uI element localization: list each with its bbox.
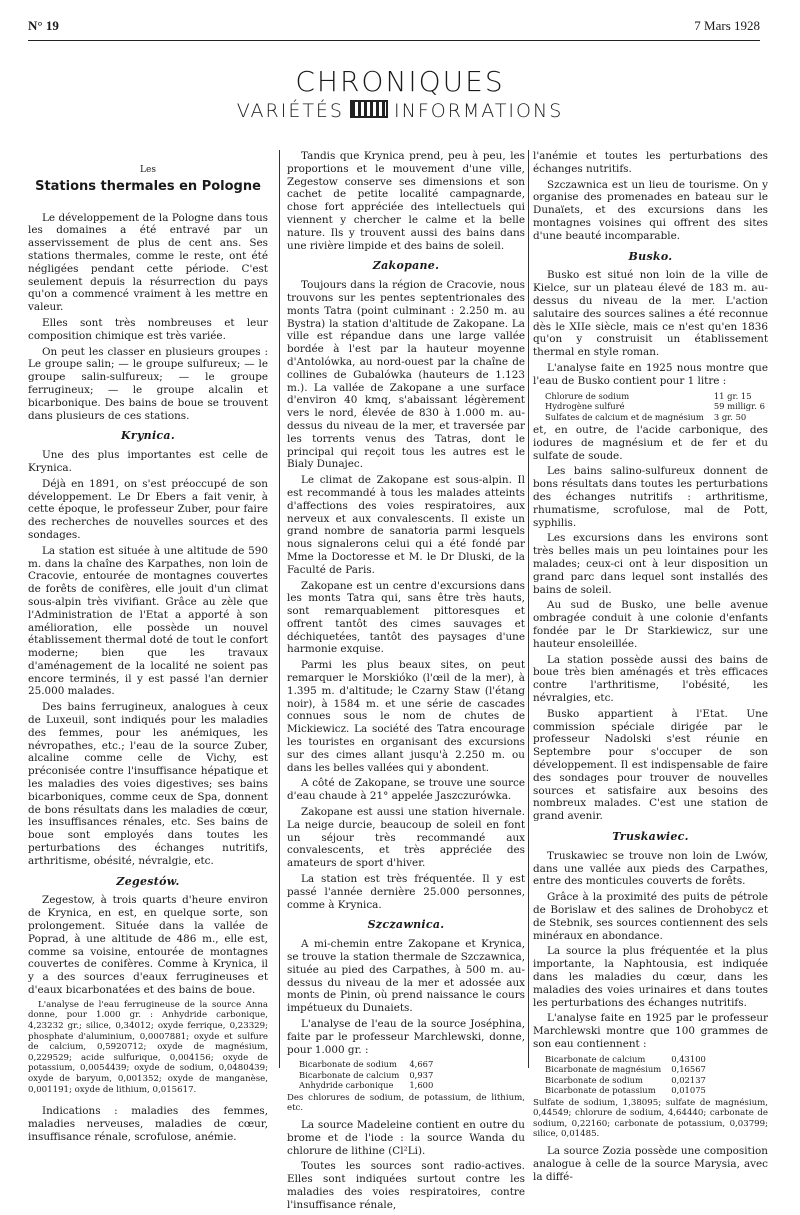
article-title: Stations thermales en Pologne — [35, 178, 261, 194]
table-cell: Bicarbonate de magnésium — [545, 1064, 662, 1075]
table-row — [299, 1080, 437, 1091]
paragraph: Une des plus importantes est celle de Krynica. — [28, 449, 268, 474]
paragraph: Zegestow, à trois quarts d'heure environ de Krynica, en est, en quelque sorte, son prolongement. Située dans la vallée de Poprad, à une altitude de 486 m., elle est, comme sa voisine, entourée de montagnes couvertes de conifères. Comme à Krynica, il y a des sources d'eaux ferrugineuses et d'eaux bicarbonatées et des bains de boue. — [28, 894, 268, 997]
paragraph: Tandis que Krynica prend, peu à peu, les proportions et le mouvement d'une ville, Zegestow conserve ses dimensions et son cachet de petite localité campagnarde, chose fort appréciée des intellectuels qui viennent y chercher le calme et la belle nature. Ils y trouvent aussi des bains dans une rivière limpide et des bains de soleil. — [287, 150, 525, 252]
column-divider — [279, 150, 280, 1068]
analysis-note: Sulfate de sodium, 1,38095; sulfate de magnésium, 0,44549; chlorure de sodium, 4,64440; carbonate de sodium, 0,22160; carbonate de potassium, 0,03799; silice, 0,01485. — [533, 1097, 768, 1140]
section-heading-krynica: Krynica. — [121, 429, 175, 443]
table-cell: Anhydride carbonique — [299, 1080, 394, 1091]
paragraph: La station possède aussi des bains de boue très bien aménagés et très efficaces contre l'arthritisme, l'obésité, les névralgies, etc. — [533, 653, 768, 704]
paragraph: La source Zozia possède une composition analogue à celle de la source Marysia, avec la diffé- — [533, 1145, 768, 1183]
issue-date: 7 Mars 1928 — [694, 18, 760, 33]
paragraph: et, en outre, de l'acide carbonique, des iodures de magnésium et de fer et du sulfate de soude. — [533, 424, 768, 462]
table-cell: 4,667 — [409, 1059, 434, 1070]
table-cell: Bicarbonate de potassium — [545, 1085, 656, 1096]
paragraph: Busko est situé non loin de la ville de Kielce, sur un plateau élevé de 183 m. au-dessus du niveau de la mer. L'action salutaire des sources salines a été reconnue dès le XIIe siècle, mais ce n'est qu'en 1836 qu'on y construisit un établissement thermal en style roman. — [533, 269, 768, 359]
table-cell: Chlorure de sodium — [545, 390, 630, 401]
paragraph: l'anémie et toutes les perturbations des échanges nutritifs. — [533, 150, 768, 175]
masthead-left: VARIÉTÉS — [236, 100, 344, 122]
paragraph: Le développement de la Pologne dans tous les domaines a été entravé par un asservissement de plus de cent ans. Ses stations thermales, comme le reste, ont été négligées pendant cette période. C'est seulement depuis la résurrection du pays qu'on a commencé vraiment à les mettre en valeur. — [28, 211, 268, 314]
column-1 — [28, 150, 268, 1147]
table-cell: 0,937 — [409, 1069, 434, 1080]
table-cell: 0,02137 — [671, 1074, 706, 1085]
paragraph: La source la plus fréquentée et la plus importante, la Naphtousia, est indiquée dans les maladies du cœur, dans les maladies des voies urinaires et dans toutes les perturbations des échanges nutritifs. — [533, 945, 768, 1009]
article-kicker: Les — [140, 165, 156, 175]
paragraph: Toutes les sources sont radio-actives. Elles sont indiquées surtout contre les maladies des voies respiratoires, contre l'insuffisance rénale, — [287, 1160, 525, 1211]
masthead-subtitle — [0, 98, 800, 124]
masthead-logo-icon — [350, 100, 388, 118]
analysis-text: L'analyse de l'eau ferrugineuse de la source Anna donne, pour 1.000 gr. : Anhydride carbonique, 4,23232 gr.; silice, 0,34012; oxyde ferrique, 0,23329; phosphate d'aluminium, 0,0007881; oxyde et sulfure de calcium, 0,5920712; oxyde de magnésium, 0,229529; acide sulfurique, 0,004156; oxyde de potassium, 0,0054439; oxyde de sodium, 0,0480439; oxyde de baryum, 0,001352; oxyde de manganèse, 0,001191; oxyde de lithium, 0,015617. — [28, 999, 268, 1095]
paragraph: La station est située à une altitude de 590 m. dans la chaîne des Karpathes, non loin de Cracovie, entourée de montagnes couvertes de forêts de conifères, elle jouit d'un climat sous-alpin très vivifiant. Grâce au zèle que l'Administration de l'Etat a apporté à son amélioration, elle possède un nouvel établissement thermal doté de tout le confort moderne; bien que les travaux d'aménagement de la localité ne soient pas encore terminés, il y est passé l'an dernier 25.000 malades. — [28, 544, 268, 698]
paragraph: Zakopane est aussi une station hivernale. La neige durcie, beaucoup de soleil en font un séjour très recommandé aux convalescents, et très appréciée des amateurs de sport d'hiver. — [287, 806, 525, 870]
table-row — [299, 1070, 437, 1081]
section-heading-busko: Busko. — [628, 249, 673, 263]
paragraph: Toujours dans la région de Cracovie, nous trouvons sur les pentes septentrionales des monts Tatra (point culminant : 2.250 m. au Bystra) la station d'altitude de Zakopane. La ville est répandue dans une large vallée bordée à l'est par la hauteur moyenne d'Antolówka, au nord-ouest par la chaîne de collines de Gubalówka (hauteurs de 1.123 m.). La vallée de Zakopane a une surface d'environ 40 kmq, s'abaissant légèrement vers le nord, élevée de 830 à 1.000 m. au-dessus du niveau de la mer, et traversée par les torrents venus des Tatras, dont le principal qui reçoit tous les autres est le Bialy Dunajec. — [287, 279, 525, 471]
paragraph: A mi-chemin entre Zakopane et Krynica, se trouve la station thermale de Szczawnica, située au pied des Carpathes, à 500 m. au-dessus du niveau de la mer et adossée aux monts de Pinin, où prend naissance le cours impétueux du Dunaiets. — [287, 938, 525, 1015]
paragraph: Parmi les plus beaux sites, on peut remarquer le Morskióko (l'œil de la mer), à 1.395 m. d'altitude; le Czarny Staw (l'étang noir), à 1584 m. et une série de cascades connues sous le nom de chutes de Mickiewicz. La société des Tatra encourage les touristes en organisant des excursions sur des cimes allant jusqu'à 2.250 m. ou dans les belles vallées qui y abondent. — [287, 659, 525, 774]
section-heading-zegestow: Zegestów. — [116, 874, 180, 888]
table-row — [545, 1075, 710, 1086]
paragraph: Le climat de Zakopane est sous-alpin. Il est recommandé à tous les malades atteints d'affections des voies respiratoires, aux nerveux et aux convalescents. Il existe un grand nombre de sanatoria parmi lesquels nous signalerons celui qui a été fondé par Mme la Doctoresse et M. le Dr Dluski, de la Faculté de Paris. — [287, 474, 525, 576]
paragraph: Les bains salino-sulfureux donnent de bons résultats dans toutes les perturbations des échanges nutritifs : arthritisme, rhumatisme, scrofulose, mal de Pott, syphilis. — [533, 465, 768, 529]
paragraph: Indications : maladies des femmes, maladies nerveuses, maladies de cœur, insuffisance rénale, scrofulose, anémie. — [28, 1105, 268, 1143]
column-2 — [287, 150, 525, 1215]
page-header — [28, 18, 760, 38]
paragraph: On peut les classer en plusieurs groupes : Le groupe salin; — le groupe sulfureux; — le groupe salin-sulfureux; — le groupe ferrugineux; — le groupe alcalin et bicarbonique. Des bains de boue se trouvent dans plusieurs de ces stations. — [28, 345, 268, 422]
table-cell: Sulfates de calcium et de magnésium — [545, 411, 704, 422]
paragraph: La source Madeleine contient en outre du brome et de l'iode : la source Wanda du chlorure de lithine (Cl²Li). — [287, 1119, 525, 1157]
analysis-table — [545, 1054, 710, 1096]
analysis-table — [299, 1059, 437, 1091]
table-row — [545, 1085, 710, 1096]
section-heading-szczawnica: Szczawnica. — [367, 918, 445, 932]
table-cell: 3 gr. 50 — [713, 411, 747, 422]
paragraph: Busko appartient à l'Etat. Une commission spéciale dirigée par le professeur Nadolski s'est réunie en Septembre pour s'occuper de son développement. Il est indispensable de faire des sondages pour trouver de nouvelles sources et satisfaire aux besoins des nombreux malades. C'est une station de grand avenir. — [533, 707, 768, 823]
paragraph: Zakopane est un centre d'excursions dans les monts Tatra qui, sans être très hauts, sont remarquablement pittoresques et offrent tantôt des cimes sauvages et déchiquetées, tantôt des paysages d'une harmonie exquise. — [287, 579, 525, 656]
column-divider — [528, 150, 529, 1068]
paragraph: L'analyse faite en 1925 par le professeur Marchlewski montre que 100 grammes de son eau contiennent : — [533, 1012, 768, 1050]
header-rule — [28, 40, 760, 41]
table-cell: Hydrogène sulfuré — [545, 401, 625, 412]
analysis-note: Des chlorures de sodium, de potassium, de lithium, etc. — [287, 1092, 525, 1114]
issue-number: N° 19 — [28, 18, 59, 33]
masthead-title: CHRONIQUES — [295, 65, 505, 98]
table-row — [545, 1054, 710, 1065]
table-cell: Bicarbonate de sodium — [545, 1074, 643, 1085]
table-row — [545, 1064, 710, 1075]
paragraph: A côté de Zakopane, se trouve une source d'eau chaude à 21° appelée Jaszczurówka. — [287, 777, 525, 803]
masthead — [0, 66, 800, 124]
paragraph: Au sud de Busko, une belle avenue ombragée conduit à une colonie d'enfants fondée par le Dr Starkiewicz, sur une hauteur ensoleillée. — [533, 599, 768, 650]
table-cell: 0,16567 — [671, 1064, 706, 1075]
analysis-note — [28, 1000, 268, 1095]
table-row — [545, 401, 769, 412]
section-heading-zakopane: Zakopane. — [372, 259, 440, 273]
table-row — [299, 1059, 437, 1070]
masthead-right: INFORMATIONS — [394, 100, 564, 122]
table-cell: 11 gr. 15 — [713, 390, 752, 401]
table-cell: Bicarbonate de calcium — [545, 1053, 646, 1064]
table-cell: 0,01075 — [671, 1085, 706, 1096]
paragraph: Déjà en 1891, on s'est préoccupé de son développement. Le Dr Ebers a fait venir, à cette époque, le professeur Zuber, pour faire des recherches de nouvelles sources et des sondages. — [28, 477, 268, 541]
paragraph: Truskawiec se trouve non loin de Lwów, dans une vallée aux pieds des Carpathes, entre des monticules couverts de forêts. — [533, 849, 768, 888]
table-cell: 1,600 — [409, 1080, 434, 1091]
paragraph: Les excursions dans les environs sont très belles mais un peu lointaines pour les malades; ceux-ci ont à leur disposition un grand parc dans lequel sont installés des bains de soleil. — [533, 532, 768, 596]
paragraph: L'analyse faite en 1925 nous montre que l'eau de Busko contient pour 1 litre : — [533, 361, 768, 387]
table-row — [545, 412, 769, 423]
paragraph: Szczawnica est un lieu de tourisme. On y organise des promenades en bateau sur le Dunaïets, et des excursions dans les montagnes voisines qui offrent des sites d'une beauté incomparable. — [533, 178, 768, 242]
table-cell: Bicarbonate de calcium — [299, 1069, 400, 1080]
analysis-table — [545, 391, 769, 423]
paragraph: Des bains ferrugineux, analogues à ceux de Luxeuil, sont indiqués pour les maladies des femmes, pour les anémiques, les névropathes, etc.; l'eau de la source Zuber, alcaline comme celle de Vichy, est préconisée contre l'insuffisance hépatique et les maladies des voies digestives; ses bains bicarboniques, comme ceux de Spa, donnent de bons résultats dans les maladies de cœur, les insuffisances rénales, etc. Ses bains de boue sont employés dans toutes les perturbations des échanges nutritifs, arthritisme, obésité, névralgie, etc. — [28, 701, 268, 867]
paragraph: Grâce à la proximité des puits de pétrole de Borislaw et des salines de Drohobycz et de Stebnik, ses sources contiennent des sels minéraux en abondance. — [533, 891, 768, 942]
paragraph: La station est très fréquentée. Il y est passé l'année dernière 25.000 personnes, comme à Krynica. — [287, 873, 525, 911]
paragraph: Elles sont très nombreuses et leur composition chimique est très variée. — [28, 316, 268, 342]
paragraph: L'analyse de l'eau de la source Joséphina, faite par le professeur Marchlewski, donne, pour 1.000 gr. : — [287, 1018, 525, 1056]
column-3 — [533, 150, 768, 1186]
table-row — [545, 391, 769, 402]
table-cell: 59 milligr. 6 — [713, 401, 765, 412]
table-cell: Bicarbonate de sodium — [299, 1059, 397, 1070]
section-heading-truskawiec: Truskawiec. — [612, 829, 689, 843]
table-cell: 0,43100 — [671, 1053, 706, 1064]
